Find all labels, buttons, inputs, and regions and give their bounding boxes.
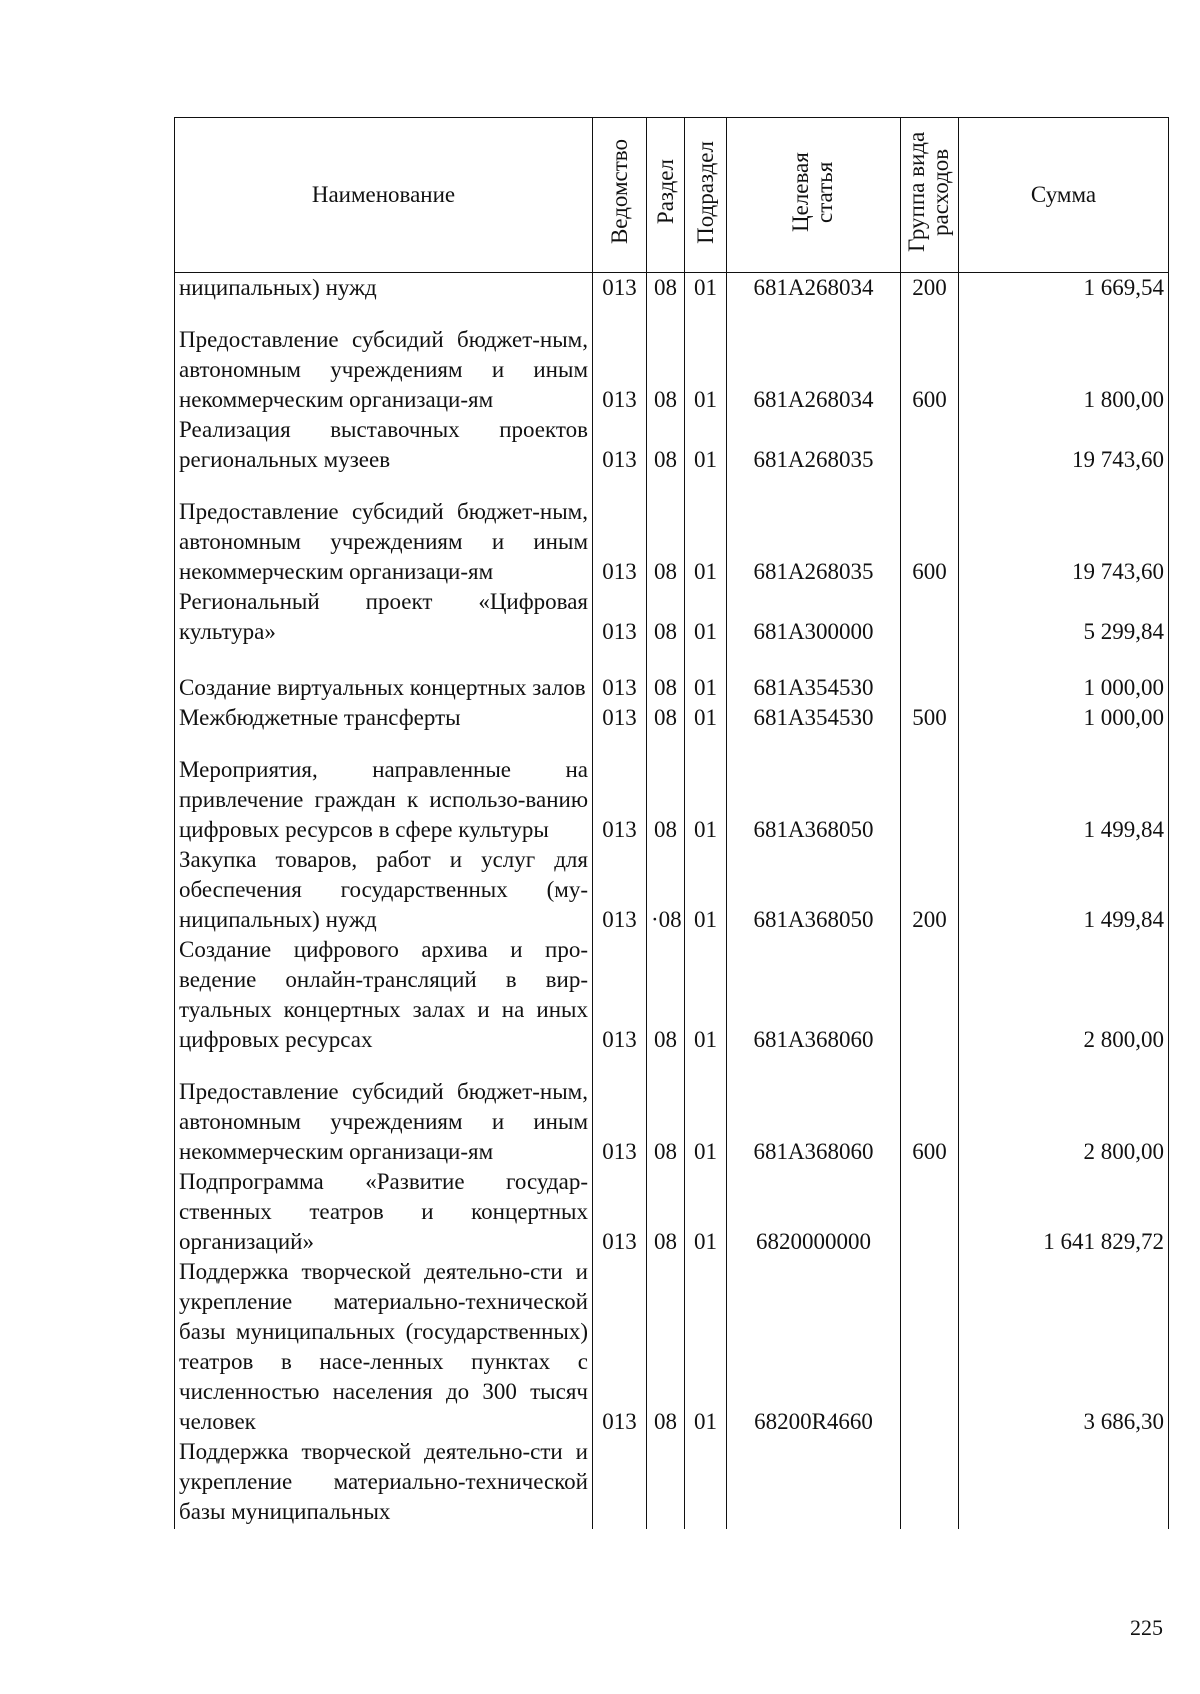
cell-text: 6820000000 bbox=[756, 1229, 871, 1254]
cell-statya bbox=[727, 415, 901, 475]
cell-text: 013 bbox=[602, 817, 637, 842]
cell-text: 681A368060 bbox=[753, 1027, 874, 1052]
cell-text: 08 bbox=[654, 817, 677, 842]
cell-podrazdel bbox=[685, 1437, 727, 1529]
cell-statya bbox=[727, 845, 901, 935]
cell-gruppa bbox=[901, 733, 959, 845]
cell-text: 681A368050 bbox=[753, 907, 874, 932]
cell-text: 600 bbox=[912, 1139, 947, 1164]
cell-gruppa bbox=[901, 273, 959, 304]
cell-name bbox=[175, 1055, 593, 1167]
cell-gruppa bbox=[901, 475, 959, 587]
cell-gruppa bbox=[901, 703, 959, 733]
table-row bbox=[175, 1055, 1169, 1167]
cell-text: 013 bbox=[602, 447, 637, 472]
header-row bbox=[175, 118, 1169, 273]
cell-statya bbox=[727, 273, 901, 304]
cell-text: 08 bbox=[654, 387, 677, 412]
table-row bbox=[175, 845, 1169, 935]
cell-text: Подпрограмма «Развитие государ-ственных театров и концертных организаций» bbox=[179, 1169, 588, 1254]
cell-text: 08 bbox=[654, 675, 677, 700]
cell-gruppa bbox=[901, 935, 959, 1055]
cell-text: 681A300000 bbox=[753, 619, 874, 644]
table-row bbox=[175, 647, 1169, 703]
cell-summa bbox=[959, 475, 1169, 587]
cell-name bbox=[175, 733, 593, 845]
table-row bbox=[175, 935, 1169, 1055]
cell-vedomstvo bbox=[593, 1437, 647, 1529]
cell-vedomstvo bbox=[593, 1167, 647, 1257]
cell-text: 681A268035 bbox=[753, 447, 874, 472]
cell-text: 013 bbox=[602, 619, 637, 644]
cell-text: 1 499,84 bbox=[1083, 907, 1164, 932]
cell-summa bbox=[959, 845, 1169, 935]
cell-text: ·08 bbox=[651, 907, 682, 932]
cell-text: 01 bbox=[694, 1139, 717, 1164]
cell-text: 01 bbox=[694, 705, 717, 730]
cell-text: 01 bbox=[694, 387, 717, 412]
cell-text: 2 800,00 bbox=[1083, 1027, 1164, 1052]
cell-podrazdel bbox=[685, 647, 727, 703]
cell-name bbox=[175, 1437, 593, 1529]
cell-text: Поддержка творческой деятельно-сти и укрепление материально-технической базы муниципальных (государственных) театров в насе-ленных пунктах с численностью населения до 300 тысяч человек bbox=[179, 1259, 588, 1434]
cell-gruppa bbox=[901, 415, 959, 475]
cell-vedomstvo bbox=[593, 1257, 647, 1437]
header-subsection: Подраздел bbox=[685, 118, 727, 273]
cell-vedomstvo bbox=[593, 935, 647, 1055]
cell-statya bbox=[727, 647, 901, 703]
cell-text: 600 bbox=[912, 559, 947, 584]
table-row bbox=[175, 1437, 1169, 1529]
cell-gruppa bbox=[901, 1437, 959, 1529]
cell-podrazdel bbox=[685, 733, 727, 845]
page-number: 225 bbox=[1130, 1615, 1163, 1640]
header-expense-group: Группа вида расходов bbox=[901, 118, 959, 273]
cell-text: 01 bbox=[694, 817, 717, 842]
cell-text: 19 743,60 bbox=[1072, 447, 1164, 472]
cell-text: 013 bbox=[602, 275, 637, 300]
cell-name bbox=[175, 1257, 593, 1437]
cell-text: Предоставление субсидий бюджет-ным, автономным учреждениям и иным некоммерческим организаци-ям bbox=[179, 327, 588, 412]
cell-name bbox=[175, 1167, 593, 1257]
cell-text: 200 bbox=[912, 907, 947, 932]
header-name: Наименование bbox=[175, 118, 593, 273]
cell-text: 3 686,30 bbox=[1083, 1409, 1164, 1434]
cell-text: Предоставление субсидий бюджет-ным, автономным учреждениям и иным некоммерческим организаци-ям bbox=[179, 1079, 588, 1164]
cell-text: 1 000,00 bbox=[1083, 705, 1164, 730]
cell-statya bbox=[727, 475, 901, 587]
cell-podrazdel bbox=[685, 587, 727, 647]
cell-gruppa bbox=[901, 1257, 959, 1437]
cell-text: 600 bbox=[912, 387, 947, 412]
cell-text: 1 800,00 bbox=[1083, 387, 1164, 412]
cell-summa bbox=[959, 935, 1169, 1055]
cell-gruppa bbox=[901, 1055, 959, 1167]
cell-text: Создание виртуальных концертных залов bbox=[179, 675, 586, 700]
cell-razdel bbox=[647, 647, 685, 703]
cell-text: 08 bbox=[654, 1139, 677, 1164]
cell-statya bbox=[727, 303, 901, 415]
cell-vedomstvo bbox=[593, 587, 647, 647]
cell-vedomstvo bbox=[593, 733, 647, 845]
cell-podrazdel bbox=[685, 273, 727, 304]
cell-statya bbox=[727, 587, 901, 647]
cell-text: 2 800,00 bbox=[1083, 1139, 1164, 1164]
cell-podrazdel bbox=[685, 845, 727, 935]
cell-text: 08 bbox=[654, 1409, 677, 1434]
cell-vedomstvo bbox=[593, 647, 647, 703]
table-row bbox=[175, 587, 1169, 647]
cell-summa bbox=[959, 703, 1169, 733]
cell-statya bbox=[727, 1437, 901, 1529]
cell-text: 681A354530 bbox=[753, 705, 874, 730]
cell-text: Создание цифрового архива и про-ведение онлайн-трансляций в вир-туальных концертных залах и на иных цифровых ресурсах bbox=[179, 937, 588, 1052]
cell-text: 08 bbox=[654, 619, 677, 644]
cell-statya bbox=[727, 1167, 901, 1257]
cell-podrazdel bbox=[685, 703, 727, 733]
cell-text: 01 bbox=[694, 1027, 717, 1052]
cell-text: 01 bbox=[694, 275, 717, 300]
cell-name bbox=[175, 935, 593, 1055]
cell-vedomstvo bbox=[593, 415, 647, 475]
cell-statya bbox=[727, 733, 901, 845]
cell-text: 01 bbox=[694, 1229, 717, 1254]
cell-text: 013 bbox=[602, 907, 637, 932]
cell-name bbox=[175, 273, 593, 304]
cell-podrazdel bbox=[685, 935, 727, 1055]
cell-name bbox=[175, 845, 593, 935]
table-row bbox=[175, 1167, 1169, 1257]
cell-text: 013 bbox=[602, 1139, 637, 1164]
cell-razdel bbox=[647, 1055, 685, 1167]
cell-text: 08 bbox=[654, 1027, 677, 1052]
cell-razdel bbox=[647, 935, 685, 1055]
cell-text: 19 743,60 bbox=[1072, 559, 1164, 584]
cell-podrazdel bbox=[685, 475, 727, 587]
cell-vedomstvo bbox=[593, 1055, 647, 1167]
cell-text: 08 bbox=[654, 1229, 677, 1254]
cell-podrazdel bbox=[685, 1055, 727, 1167]
cell-statya bbox=[727, 935, 901, 1055]
cell-razdel bbox=[647, 1437, 685, 1529]
cell-gruppa bbox=[901, 303, 959, 415]
cell-razdel bbox=[647, 703, 685, 733]
table-row bbox=[175, 1257, 1169, 1437]
cell-text: 5 299,84 bbox=[1083, 619, 1164, 644]
cell-gruppa bbox=[901, 845, 959, 935]
cell-text: 01 bbox=[694, 447, 717, 472]
table-row bbox=[175, 273, 1169, 304]
cell-name bbox=[175, 647, 593, 703]
cell-statya bbox=[727, 703, 901, 733]
cell-text: 01 bbox=[694, 675, 717, 700]
cell-razdel bbox=[647, 303, 685, 415]
cell-text: 013 bbox=[602, 1229, 637, 1254]
cell-text: Закупка товаров, работ и услуг для обеспечения государственных (му-ниципальных) нужд bbox=[179, 847, 588, 932]
cell-text: Региональный проект «Цифровая культура» bbox=[179, 589, 588, 644]
table-row bbox=[175, 475, 1169, 587]
cell-text: 08 bbox=[654, 705, 677, 730]
cell-name bbox=[175, 475, 593, 587]
cell-name bbox=[175, 587, 593, 647]
header-section: Раздел bbox=[647, 118, 685, 273]
cell-statya bbox=[727, 1257, 901, 1437]
table-row bbox=[175, 303, 1169, 415]
table-row bbox=[175, 733, 1169, 845]
cell-name bbox=[175, 303, 593, 415]
cell-text: ниципальных) нужд bbox=[179, 275, 377, 300]
cell-podrazdel bbox=[685, 415, 727, 475]
budget-table bbox=[174, 117, 1169, 1529]
cell-text: 1 000,00 bbox=[1083, 675, 1164, 700]
cell-vedomstvo bbox=[593, 703, 647, 733]
cell-text: 01 bbox=[694, 619, 717, 644]
cell-summa bbox=[959, 1437, 1169, 1529]
cell-podrazdel bbox=[685, 303, 727, 415]
cell-summa bbox=[959, 587, 1169, 647]
cell-text: 681A268035 bbox=[753, 559, 874, 584]
cell-razdel bbox=[647, 587, 685, 647]
cell-summa bbox=[959, 733, 1169, 845]
cell-text: 08 bbox=[654, 275, 677, 300]
cell-summa bbox=[959, 1055, 1169, 1167]
cell-summa bbox=[959, 1257, 1169, 1437]
cell-text: 08 bbox=[654, 559, 677, 584]
table-row bbox=[175, 703, 1169, 733]
cell-podrazdel bbox=[685, 1257, 727, 1437]
cell-summa bbox=[959, 303, 1169, 415]
header-department: Ведомство bbox=[593, 118, 647, 273]
cell-gruppa bbox=[901, 1167, 959, 1257]
cell-razdel bbox=[647, 1167, 685, 1257]
cell-text: 08 bbox=[654, 447, 677, 472]
cell-name bbox=[175, 415, 593, 475]
cell-text: 013 bbox=[602, 1409, 637, 1434]
cell-gruppa bbox=[901, 647, 959, 703]
cell-statya bbox=[727, 1055, 901, 1167]
cell-name bbox=[175, 703, 593, 733]
cell-razdel bbox=[647, 1257, 685, 1437]
cell-razdel bbox=[647, 273, 685, 304]
header-amount: Сумма bbox=[959, 118, 1169, 273]
cell-razdel bbox=[647, 415, 685, 475]
cell-vedomstvo bbox=[593, 845, 647, 935]
cell-vedomstvo bbox=[593, 303, 647, 415]
cell-text: 681A368060 bbox=[753, 1139, 874, 1164]
header-target-article: Целевая статья bbox=[727, 118, 901, 273]
cell-text: 013 bbox=[602, 705, 637, 730]
cell-text: Реализация выставочных проектов региональных музеев bbox=[179, 417, 588, 472]
cell-text: Межбюджетные трансферты bbox=[179, 705, 461, 730]
cell-text: 200 bbox=[912, 275, 947, 300]
cell-text: 1 669,54 bbox=[1083, 275, 1164, 300]
cell-text: 013 bbox=[602, 1027, 637, 1052]
cell-text: 01 bbox=[694, 1409, 717, 1434]
cell-podrazdel bbox=[685, 1167, 727, 1257]
cell-razdel bbox=[647, 475, 685, 587]
cell-text: 681A268034 bbox=[753, 275, 874, 300]
cell-text: 68200R4660 bbox=[754, 1409, 873, 1434]
cell-vedomstvo bbox=[593, 273, 647, 304]
cell-summa bbox=[959, 415, 1169, 475]
cell-vedomstvo bbox=[593, 475, 647, 587]
cell-text: Мероприятия, направленные на привлечение граждан к использо-ванию цифровых ресурсов в сфере культуры bbox=[179, 757, 588, 842]
cell-text: 1 499,84 bbox=[1083, 817, 1164, 842]
cell-razdel bbox=[647, 845, 685, 935]
cell-text: 01 bbox=[694, 559, 717, 584]
cell-text: 013 bbox=[602, 387, 637, 412]
cell-text: 01 bbox=[694, 907, 717, 932]
cell-text: 681A268034 bbox=[753, 387, 874, 412]
cell-summa bbox=[959, 1167, 1169, 1257]
table-row bbox=[175, 415, 1169, 475]
cell-text: 500 bbox=[912, 705, 947, 730]
cell-text: Предоставление субсидий бюджет-ным, автономным учреждениям и иным некоммерческим организаци-ям bbox=[179, 499, 588, 584]
cell-gruppa bbox=[901, 587, 959, 647]
cell-text: 013 bbox=[602, 675, 637, 700]
cell-text: 013 bbox=[602, 559, 637, 584]
cell-summa bbox=[959, 273, 1169, 304]
cell-text: Поддержка творческой деятельно-сти и укрепление материально-технической базы муниципальных bbox=[179, 1439, 588, 1524]
cell-text: 681A368050 bbox=[753, 817, 874, 842]
cell-text: 1 641 829,72 bbox=[1043, 1229, 1164, 1254]
cell-text: 681A354530 bbox=[753, 675, 874, 700]
cell-summa bbox=[959, 647, 1169, 703]
cell-razdel bbox=[647, 733, 685, 845]
